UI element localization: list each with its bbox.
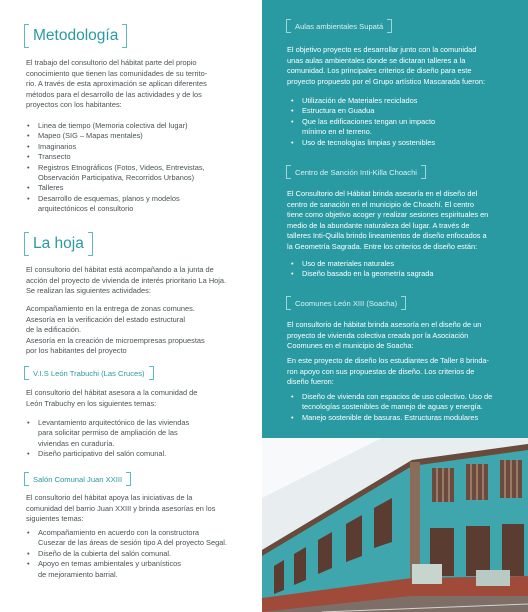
list-item: • Diseño participativo del salón comunal.: [26, 449, 222, 459]
list-item: • Uso de materiales naturales: [290, 259, 490, 269]
bracket-right: [126, 472, 131, 486]
list-item: • Acompañamiento en acuerdo con la constructora Cusezar de las áreas de sesión tipo A del proyecto Segal.: [26, 528, 244, 549]
coomunes-detail: En este proyecto de diseño los estudiantes de Taller 8 brinda- ron apoyo con sus propuestas de diseño. Los criterios de diseño fueron:: [287, 356, 489, 387]
bracket-right: [401, 296, 406, 310]
coomunes-intro: El consultorio de hábitat brinda asesoría en el diseño de un proyecto de vivienda colectiva creada por la Asociación Coomunes en el municipio de Soacha:: [287, 320, 482, 351]
list-item: • Diseño de la cubierta del salón comunal.: [26, 549, 244, 559]
leon-trabuchi-title: V.I.S León Trabuchi (Las Cruces): [33, 368, 145, 378]
list-item: • Talleres: [26, 183, 244, 193]
leon-trabuchi-heading: [24, 366, 154, 380]
list-item: • Linea de tiempo (Memoria colectiva del lugar): [26, 121, 244, 131]
list-item: • Desarrollo de esquemas, planos y modelos arquitectónicos el consultorio: [26, 194, 244, 215]
salon-comunal-list: [26, 528, 244, 580]
la-hoja-activities: Acompañamiento en la entrega de zonas comunes. Asesoría en la verificación del estado estructural de la edificación. Asesoría en la creación de microempresas propuestas por los habitantes del proyecto: [26, 304, 205, 356]
metodologia-intro: El trabajo del consultorio del hábitat parte del propio conocimiento que tienen las comunidades de su territo- rio. A través de esta aproximación se aplican diferentes métodos para el desarrollo de las actividades y de los proyectos con los habitantes:: [26, 58, 208, 110]
list-item: • Levantamiento arquitectónico de las viviendas para solicitar permiso de ampliación de las viviendas en curaduría.: [26, 418, 222, 449]
list-item: • Que las edificaciones tengan un impacto mínimo en el terreno.: [290, 117, 490, 138]
choachi-intro: El Consultorio del Hábitat brinda asesoría en el diseño del centro de sanación en el municipio de Choachí. El centro tiene como objetivo acoger y realizar sesiones espirituales en medio de la abundante naturaleza del lugar. A través de talleres Inti-Quilla brindo lineamientos de diseño enfocados a la Geometría Sagrada. Entre los criterios de diseño están:: [287, 189, 489, 251]
bracket-right: [421, 165, 426, 179]
bracket-right: [387, 19, 392, 33]
leon-trabuchi-intro: El consultorio del hábitat asesora a la comunidad de León Trabuchy en los siguientes temas:: [26, 388, 198, 408]
list-item: • Registros Etnográficos (Fotos, Videos, Entrevistas, Observación Participativa, Recorridos Urbanos): [26, 163, 244, 184]
building-illustration: [262, 438, 528, 612]
supata-list: [290, 96, 490, 148]
choachi-title: Centro de Sanción Inti-Killa Choachi: [295, 167, 417, 177]
list-item: • Diseño basado en la geometría sagrada: [290, 269, 490, 279]
coomunes-list: [290, 374, 504, 423]
left-column: [0, 0, 262, 612]
coomunes-heading: [286, 296, 406, 310]
bracket-right: [122, 24, 127, 48]
supata-title: Aulas ambientales Supatá: [295, 21, 384, 31]
la-hoja-intro: El consultorio del hábitat está acompañando a la junta de acción del proyecto de vivienda de interés prioritario La Hoja. Se realizan las siguientes actividades:: [26, 265, 227, 296]
list-item: • Utilización de Materiales reciclados: [290, 96, 490, 106]
salon-comunal-intro: El consultorio del hábitat apoya las iniciativas de la comunidad del barrio Juan XXIII y brinda asesorías en los siguientes temas:: [26, 493, 216, 524]
list-item: • Transecto: [26, 152, 244, 162]
list-item: • Diseño de vivienda con espacios de uso colectivo. Uso de tecnologías sostenibles de manejo de aguas y energía.: [290, 392, 504, 413]
la-hoja-title: La hoja: [33, 235, 84, 252]
leon-trabuchi-list: [26, 418, 222, 460]
list-item: • Apoyo en temas ambientales y urbanísticos de mejoramiento barrial.: [26, 559, 244, 580]
supata-intro: El objetivo proyecto es desarrollar junto con la comunidad unas aulas ambientales donde se dictaran talleres a la comunidad. Los principales criterios de diseño para este proyecto propuesto por el Grupo artístico Mascarada fueron:: [287, 45, 486, 86]
list-item: • Mapeo (SIG – Mapas mentales): [26, 131, 244, 141]
bracket-right: [149, 366, 154, 380]
bracket-right: [88, 232, 93, 256]
metodologia-title: Metodología: [33, 27, 119, 44]
list-item: • Estructura en Guadua: [290, 106, 490, 116]
supata-heading: [286, 19, 392, 33]
coomunes-title: Coomunes León XIII (Soacha): [295, 298, 398, 308]
choachi-heading: [286, 165, 426, 179]
metodologia-heading: [24, 24, 127, 48]
salon-comunal-title: Salón Comunal Juan XXIII: [33, 474, 123, 484]
list-item: • Imaginarios: [26, 142, 244, 152]
salon-comunal-heading: [24, 472, 131, 486]
list-item: • Manejo sostenible de basuras. Estructuras modulares: [290, 413, 504, 423]
metodologia-list: [26, 121, 244, 215]
list-item: • Uso de tecnologías limpias y sostenibles: [290, 138, 490, 148]
la-hoja-heading: [24, 232, 93, 256]
choachi-list: [290, 259, 490, 280]
building-photo: [262, 438, 528, 612]
